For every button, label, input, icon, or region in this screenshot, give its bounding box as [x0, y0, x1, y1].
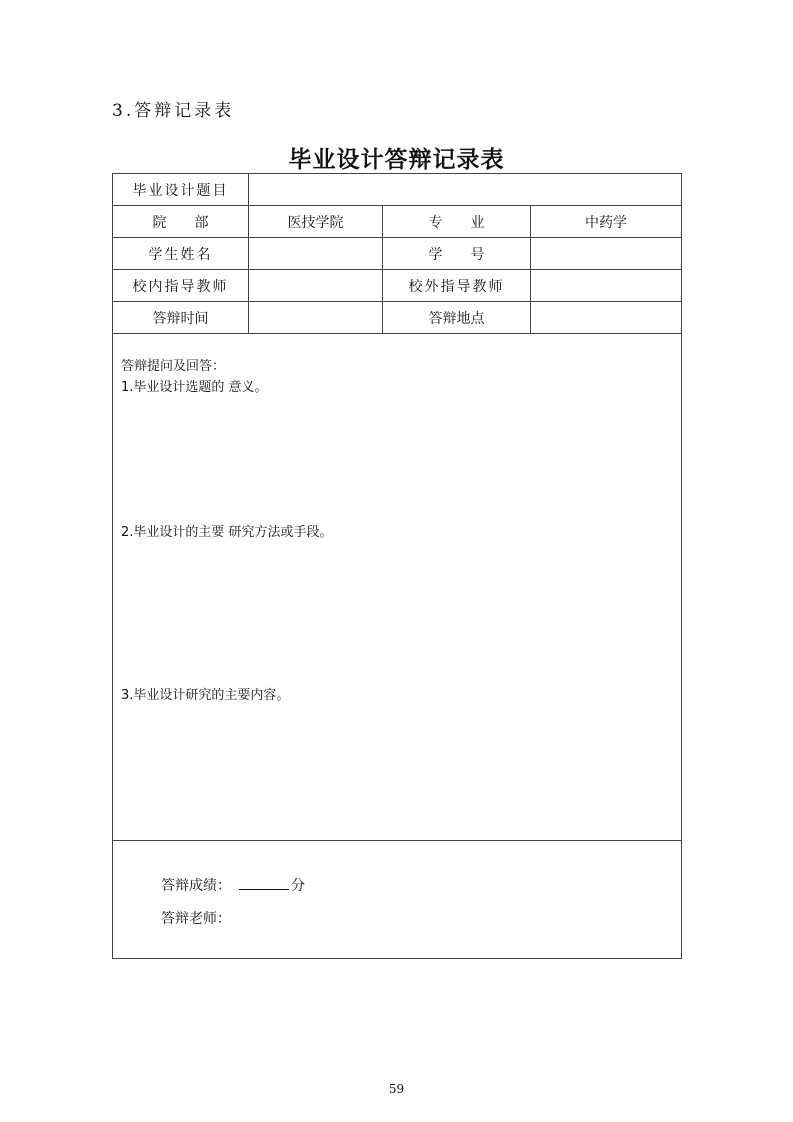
row-department-major: [113, 206, 682, 238]
row-defense-time-location: [113, 302, 682, 334]
student-name-label: 学生姓名: [113, 238, 249, 270]
examiner-label: 答辩老师：: [161, 911, 231, 927]
row-advisors: [113, 270, 682, 302]
score-line: [161, 875, 305, 895]
student-id-label: 学 号: [383, 238, 531, 270]
department-value[interactable]: 医技学院: [249, 206, 383, 238]
qa-cell[interactable]: [113, 334, 682, 841]
section-heading: 3.答辩记录表: [112, 101, 235, 121]
score-label: 答辩成绩：: [161, 878, 231, 894]
defense-time-label: 答辩时间: [113, 302, 249, 334]
topic-label: 毕业设计题目: [113, 174, 249, 206]
row-qa: [113, 334, 682, 841]
qa-question-3: 3.毕业设计研究的主要内容。: [121, 688, 290, 703]
score-unit: 分: [291, 878, 305, 894]
internal-advisor-label: 校内指导教师: [113, 270, 249, 302]
row-student: [113, 238, 682, 270]
form-title: 毕业设计答辩记录表: [288, 147, 505, 173]
student-name-value[interactable]: [249, 238, 383, 270]
qa-question-2: 2.毕业设计的主要 研究方法或手段。: [121, 525, 333, 540]
row-result: [113, 841, 682, 959]
external-advisor-label: 校外指导教师: [383, 270, 531, 302]
result-cell: [113, 841, 682, 959]
defense-location-label: 答辩地点: [383, 302, 531, 334]
defense-record-table: [112, 173, 682, 959]
major-label: 专 业: [383, 206, 531, 238]
internal-advisor-value[interactable]: [249, 270, 383, 302]
defense-time-value[interactable]: [249, 302, 383, 334]
defense-location-value[interactable]: [531, 302, 682, 334]
qa-question-1: 1.毕业设计选题的 意义。: [121, 380, 268, 395]
major-value[interactable]: 中药学: [531, 206, 682, 238]
score-blank[interactable]: [239, 877, 289, 890]
topic-value[interactable]: [249, 174, 682, 206]
row-topic: [113, 174, 682, 206]
examiner-line: [161, 908, 231, 928]
page-number: 59: [388, 1082, 405, 1096]
department-label: 院 部: [113, 206, 249, 238]
external-advisor-value[interactable]: [531, 270, 682, 302]
student-id-value[interactable]: [531, 238, 682, 270]
qa-heading: 答辩提问及回答：: [121, 359, 226, 374]
